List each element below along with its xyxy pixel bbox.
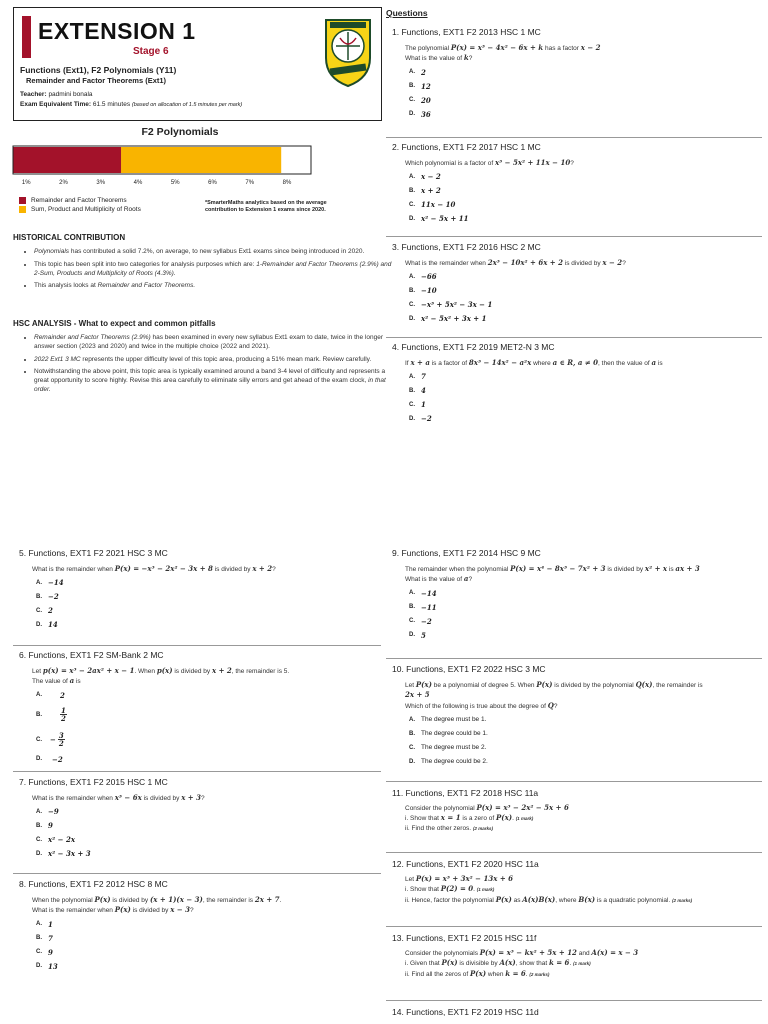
option-letter: A. bbox=[409, 373, 415, 380]
option-a[interactable]: A. 2 bbox=[36, 690, 65, 700]
question-9 bbox=[392, 548, 762, 644]
x-tick-label: 5% bbox=[170, 180, 180, 186]
historical-heading: HISTORICAL CONTRIBUTION bbox=[13, 233, 126, 242]
question-body: What is the remainder when x³ − 6x is divided by x + 3? bbox=[32, 793, 205, 802]
bar-remainder-factor bbox=[13, 147, 121, 173]
option-value: x² − 5x + 11 bbox=[421, 214, 469, 224]
x-tick-label: 4% bbox=[133, 180, 143, 186]
question-title: 8. Functions, EXT1 F2 2012 HSC 8 MC bbox=[19, 879, 168, 889]
page-title: EXTENSION 1 bbox=[38, 18, 196, 44]
option-value: 9 bbox=[48, 947, 53, 957]
legend-swatch-remainder bbox=[19, 197, 26, 204]
option-b[interactable] bbox=[409, 285, 762, 296]
option-b[interactable] bbox=[409, 81, 762, 92]
option-b[interactable]: B. $\frac{1}{2}$ bbox=[36, 706, 66, 724]
question-11 bbox=[392, 788, 762, 833]
option-letter: A. bbox=[36, 921, 42, 928]
divider bbox=[13, 771, 381, 772]
option-c[interactable] bbox=[36, 605, 381, 616]
option-letter: C. bbox=[409, 618, 415, 625]
option-b[interactable] bbox=[409, 728, 762, 739]
question-title: 9. Functions, EXT1 F2 2014 HSC 9 MC bbox=[392, 548, 541, 558]
option-c[interactable] bbox=[36, 834, 381, 845]
divider bbox=[386, 926, 762, 927]
option-value: 13 bbox=[48, 961, 58, 971]
option-c[interactable] bbox=[409, 616, 762, 627]
option-value: −2 bbox=[48, 592, 59, 602]
option-a[interactable] bbox=[409, 171, 762, 182]
question-title: 11. Functions, EXT1 F2 2018 HSC 11a bbox=[392, 788, 539, 798]
option-value: x − 2 bbox=[421, 172, 441, 182]
option-value: −11 bbox=[421, 602, 437, 612]
bar-sum-product-roots bbox=[121, 147, 281, 173]
list-item: • 2022 Ext1 3 MC represents the upper difficulty level of this topic area, producing a 51% mean mark. Review carefully. bbox=[34, 356, 398, 365]
options bbox=[392, 67, 762, 120]
x-tick-label: 1% bbox=[21, 180, 31, 186]
question-body: What is the remainder when 2x³ − 10x² + 6x + 2 is divided by x − 2? bbox=[405, 258, 626, 267]
option-a[interactable] bbox=[36, 919, 381, 930]
question-title: 10. Functions, EXT1 F2 2022 HSC 3 MC bbox=[392, 664, 546, 674]
option-letter: A. bbox=[409, 173, 415, 180]
option-value: −2 bbox=[421, 616, 432, 626]
option-b[interactable] bbox=[36, 591, 381, 602]
option-c[interactable] bbox=[409, 95, 762, 106]
topic-title: Functions (Ext1), F2 Polynomials (Y11) bbox=[20, 65, 177, 75]
teacher-line: Teacher: padmini bonala bbox=[20, 91, 93, 98]
option-letter: D. bbox=[36, 963, 42, 970]
option-d[interactable] bbox=[409, 213, 762, 224]
option-value: 12 bbox=[421, 81, 431, 91]
option-value: The degree must be 1. bbox=[421, 716, 487, 724]
historical-list bbox=[18, 248, 398, 295]
option-value: −14 bbox=[421, 588, 437, 598]
question-title: 4. Functions, EXT1 F2 2019 MET2-N 3 MC bbox=[392, 342, 555, 352]
option-letter: C. bbox=[36, 836, 42, 843]
option-c[interactable]: C. − $\frac{3}{2}$ bbox=[36, 731, 64, 749]
option-a[interactable] bbox=[409, 588, 762, 599]
options bbox=[392, 171, 762, 224]
question-1 bbox=[392, 27, 762, 123]
option-value: −66 bbox=[421, 272, 437, 282]
question-6 bbox=[19, 650, 381, 768]
option-b[interactable] bbox=[36, 933, 381, 944]
option-letter: D. bbox=[409, 215, 415, 222]
question-body: Let P(x) be a polynomial of degree 5. When P(x) is divided by the polynomial Q(x), the remainder is 2x + 5 Which of the following is true about the degree of Q? bbox=[405, 680, 703, 710]
option-a[interactable] bbox=[409, 714, 762, 725]
question-8 bbox=[19, 879, 381, 975]
question-body: If x + a is a factor of 8x³ − 14x² − a²x where a ∈ R, a ≠ 0, then the value of a is bbox=[405, 358, 663, 367]
list-item: • Notwithstanding the above point, this topic area is typically examined around a band 3-4 level of difficulty and represents a great opportunity to score highly. Revise this area carefully to eliminate silly errors and get ahead of the exam clock, in that order. bbox=[34, 368, 398, 394]
option-value: −x³ + 5x² − 3x − 1 bbox=[421, 300, 493, 310]
option-letter: C. bbox=[409, 201, 415, 208]
option-d[interactable]: D. −2 bbox=[36, 754, 63, 764]
option-value: −2 bbox=[421, 414, 432, 424]
part-i: i. Show that x = 1 is a zero of P(x). (1 mark) bbox=[405, 813, 534, 823]
question-title: 2. Functions, EXT1 F2 2017 HSC 1 MC bbox=[392, 142, 541, 152]
question-4 bbox=[392, 342, 762, 427]
option-a[interactable] bbox=[36, 806, 381, 817]
option-letter: B. bbox=[409, 387, 415, 394]
divider bbox=[386, 852, 762, 853]
question-body: Let P(x) = x³ + 3x² − 13x + 6 i. Show that P(2) = 0. (1 mark) ii. Hence, factor the polynomial P(x) as A(x)B(x), where B(x) is a quadratic polynomial. (2 marks) bbox=[405, 874, 693, 904]
option-letter: D. bbox=[409, 315, 415, 322]
question-body: Consider the polynomials P(x) = x³ − kx² + 5x + 12 and A(x) = x − 3 i. Given that P(x) is divisible by A(x), show that k = 6. (1 mark) ii. Find all the zeros of P(x) when k = 6. (2 marks) bbox=[405, 948, 639, 978]
option-value: 11x − 10 bbox=[421, 200, 456, 210]
part-ii: ii. Hence, factor the polynomial P(x) as A(x)B(x), where B(x) is a quadratic polynomial. (2 marks) bbox=[405, 894, 693, 904]
option-value: 20 bbox=[421, 95, 431, 105]
x-tick-label: 8% bbox=[282, 180, 292, 186]
divider bbox=[386, 658, 762, 659]
option-letter: C. bbox=[409, 744, 415, 751]
option-c[interactable] bbox=[409, 742, 762, 753]
list-item: • This topic has been split into two categories for analysis purposes which are: 1-Remainder and Factor Theorems (2.9%) and 2-Sum, Products and Multiplicity of Roots (4.3%). bbox=[34, 261, 398, 279]
question-7 bbox=[19, 777, 381, 862]
question-body: Let p(x) = x³ − 2ax² + x − 1. When p(x) is divided by x + 2, the remainder is 5. The value of a is bbox=[32, 666, 290, 686]
option-letter: C. bbox=[409, 97, 415, 104]
option-a[interactable] bbox=[409, 67, 762, 78]
option-value: 5 bbox=[421, 630, 426, 640]
option-letter: B. bbox=[36, 822, 42, 829]
part-ii: ii. Find all the zeros of P(x) when k = 6. (2 marks) bbox=[405, 968, 550, 978]
option-c[interactable] bbox=[36, 947, 381, 958]
exam-time-line: Exam Equivalent Time: 61.5 minutes (based on allocation of 1.5 minutes per mark) bbox=[20, 101, 243, 108]
question-title: 13. Functions, EXT1 F2 2015 HSC 11f bbox=[392, 933, 537, 943]
option-value: The degree could be 2. bbox=[421, 758, 488, 766]
question-title: 5. Functions, EXT1 F2 2021 HSC 3 MC bbox=[19, 548, 168, 558]
option-value: x² − 2x bbox=[48, 835, 76, 845]
option-value: 1 bbox=[421, 400, 426, 410]
chart-title: F2 Polynomials bbox=[141, 126, 219, 138]
legend bbox=[19, 197, 141, 213]
options bbox=[19, 806, 381, 859]
option-b[interactable] bbox=[409, 185, 762, 196]
option-letter: A. bbox=[409, 716, 415, 723]
option-b[interactable] bbox=[36, 820, 381, 831]
x-tick-label: 3% bbox=[96, 180, 106, 186]
divider bbox=[386, 236, 762, 237]
option-value: 14 bbox=[48, 620, 58, 630]
option-letter: B. bbox=[409, 187, 415, 194]
divider bbox=[386, 1000, 762, 1001]
question-body: What is the remainder when P(x) = −x³ − 2x² − 3x + 8 is divided by x + 2? bbox=[32, 564, 276, 573]
x-tick-label: 6% bbox=[208, 180, 217, 186]
question-body: The remainder when the polynomial P(x) = x⁴ − 8x³ − 7x² + 3 is divided by x² + x is ax + 3 What is the value of a? bbox=[405, 564, 700, 584]
option-letter: C. bbox=[409, 401, 415, 408]
legend-item-remainder: Remainder and Factor Theorems bbox=[19, 197, 141, 204]
analysis-list bbox=[18, 334, 398, 399]
option-letter: B. bbox=[409, 83, 415, 90]
question-title: 1. Functions, EXT1 F2 2013 HSC 1 MC bbox=[392, 27, 541, 37]
option-a[interactable] bbox=[409, 371, 762, 382]
divider bbox=[386, 337, 762, 338]
options bbox=[19, 577, 381, 630]
option-letter: C. bbox=[409, 301, 415, 308]
question-title: 14. Functions, EXT1 F2 2019 HSC 11d bbox=[392, 1007, 539, 1017]
option-letter: A. bbox=[36, 579, 42, 586]
option-value: 7 bbox=[48, 933, 53, 943]
question-body: When the polynomial P(x) is divided by (x + 1)(x − 3), the remainder is 2x + 7. What is the remainder when P(x) is divided by x − 3? bbox=[32, 895, 282, 915]
option-value: −9 bbox=[48, 807, 59, 817]
question-12 bbox=[392, 859, 762, 905]
option-value: 1 bbox=[48, 919, 53, 929]
option-value: The degree could be 1. bbox=[421, 730, 488, 738]
option-letter: B. bbox=[409, 730, 415, 737]
option-value: −14 bbox=[48, 578, 64, 588]
question-body: Consider the polynomial P(x) = x³ − 2x² − 5x + 6 i. Show that x = 1 is a zero of P(x). (1 mark) ii. Find the other zeros. (2 marks) bbox=[405, 803, 569, 832]
question-body: The polynomial P(x) = x³ − 4x² − 6x + k has a factor x − 2 What is the value of k? bbox=[405, 43, 601, 63]
option-c[interactable] bbox=[409, 199, 762, 210]
option-value: x² − 5x² + 3x + 1 bbox=[421, 314, 487, 324]
list-item: • Remainder and Factor Theorems (2.9%) has been examined in every new syllabus Ext1 exam to date, twice in the longer answer section (2023 and 2020) and twice in the multiple choice (2022 and 2021). bbox=[34, 334, 398, 352]
option-letter: D. bbox=[409, 111, 415, 118]
analytics-note: *SmarterMaths analytics based on the average contribution to Extension 1 exams since 2020. bbox=[205, 200, 327, 214]
option-letter: D. bbox=[409, 632, 415, 639]
option-letter: B. bbox=[36, 935, 42, 942]
option-letter: D. bbox=[36, 850, 42, 857]
question-title: 7. Functions, EXT1 F2 2015 HSC 1 MC bbox=[19, 777, 168, 787]
option-letter: D. bbox=[36, 621, 42, 628]
question-body: Which polynomial is a factor of x³ − 5x² + 11x − 10? bbox=[405, 158, 574, 167]
question-14 bbox=[392, 1007, 762, 1017]
options bbox=[392, 271, 762, 324]
question-title: 12. Functions, EXT1 F2 2020 HSC 11a bbox=[392, 859, 539, 869]
options bbox=[392, 588, 762, 641]
option-value: The degree must be 2. bbox=[421, 744, 487, 752]
option-value: −10 bbox=[421, 286, 437, 296]
option-value: 36 bbox=[421, 109, 431, 119]
option-d[interactable] bbox=[409, 413, 762, 424]
question-5 bbox=[19, 548, 381, 633]
option-d[interactable] bbox=[36, 848, 381, 859]
stage-label: Stage 6 bbox=[133, 46, 169, 57]
question-10 bbox=[392, 664, 762, 770]
option-letter: B. bbox=[409, 287, 415, 294]
question-3 bbox=[392, 242, 762, 327]
option-letter: B. bbox=[409, 604, 415, 611]
question-13 bbox=[392, 933, 762, 979]
option-value: 7 bbox=[421, 372, 426, 382]
analysis-heading: HSC ANALYSIS - What to expect and common pitfalls bbox=[13, 319, 216, 328]
option-letter: A. bbox=[409, 273, 415, 280]
option-value: 2 bbox=[48, 606, 53, 616]
options bbox=[392, 371, 762, 424]
option-letter: A. bbox=[409, 590, 415, 597]
option-letter: C. bbox=[36, 949, 42, 956]
option-b[interactable] bbox=[409, 602, 762, 613]
divider bbox=[386, 781, 762, 782]
x-tick-label: 2% bbox=[59, 180, 68, 186]
option-d[interactable] bbox=[409, 630, 762, 641]
divider bbox=[386, 137, 762, 138]
options bbox=[19, 919, 381, 972]
list-item: • This analysis looks at Remainder and Factor Theorems. bbox=[34, 282, 398, 291]
question-title: 3. Functions, EXT1 F2 2016 HSC 2 MC bbox=[392, 242, 541, 252]
list-item: • Polynomials has contributed a solid 7.2%, on average, to new syllabus Ext1 exams since being introduced in 2020. bbox=[34, 248, 398, 257]
option-letter: D. bbox=[409, 758, 415, 765]
question-title: 6. Functions, EXT1 F2 SM-Bank 2 MC bbox=[19, 650, 164, 660]
part-i: i. Given that P(x) is divisible by A(x), show that k = 6. (1 mark) bbox=[405, 958, 591, 968]
option-d[interactable] bbox=[409, 313, 762, 324]
questions-heading: Questions bbox=[386, 8, 428, 18]
option-value: 2 bbox=[421, 67, 426, 77]
option-b[interactable] bbox=[409, 385, 762, 396]
option-d[interactable] bbox=[409, 756, 762, 767]
option-letter: D. bbox=[409, 415, 415, 422]
option-letter: C. bbox=[36, 607, 42, 614]
option-value: 4 bbox=[421, 386, 426, 396]
part-i: i. Show that P(2) = 0. (1 mark) bbox=[405, 884, 495, 894]
question-2 bbox=[392, 142, 762, 227]
options bbox=[19, 690, 381, 765]
x-tick-label: 7% bbox=[245, 180, 255, 186]
divider bbox=[13, 873, 381, 874]
part-ii: ii. Find the other zeros. (2 marks) bbox=[405, 824, 493, 832]
divider bbox=[13, 645, 381, 646]
option-a[interactable] bbox=[36, 577, 381, 588]
option-value: x + 2 bbox=[421, 186, 441, 196]
option-letter: A. bbox=[409, 69, 415, 76]
option-letter: B. bbox=[36, 593, 42, 600]
subtopic-title: Remainder and Factor Theorems (Ext1) bbox=[26, 76, 167, 85]
option-c[interactable] bbox=[409, 399, 762, 410]
option-a[interactable] bbox=[409, 271, 762, 282]
option-value: 9 bbox=[48, 821, 53, 831]
option-d[interactable] bbox=[36, 961, 381, 972]
legend-item-sum: Sum, Product and Multiplicity of Roots bbox=[19, 206, 141, 213]
option-c[interactable] bbox=[409, 299, 762, 310]
legend-swatch-sum bbox=[19, 206, 26, 213]
option-d[interactable] bbox=[36, 619, 381, 630]
option-value: x² − 3x + 3 bbox=[48, 849, 91, 859]
option-letter: A. bbox=[36, 808, 42, 815]
options bbox=[392, 714, 762, 767]
option-d[interactable] bbox=[409, 109, 762, 120]
